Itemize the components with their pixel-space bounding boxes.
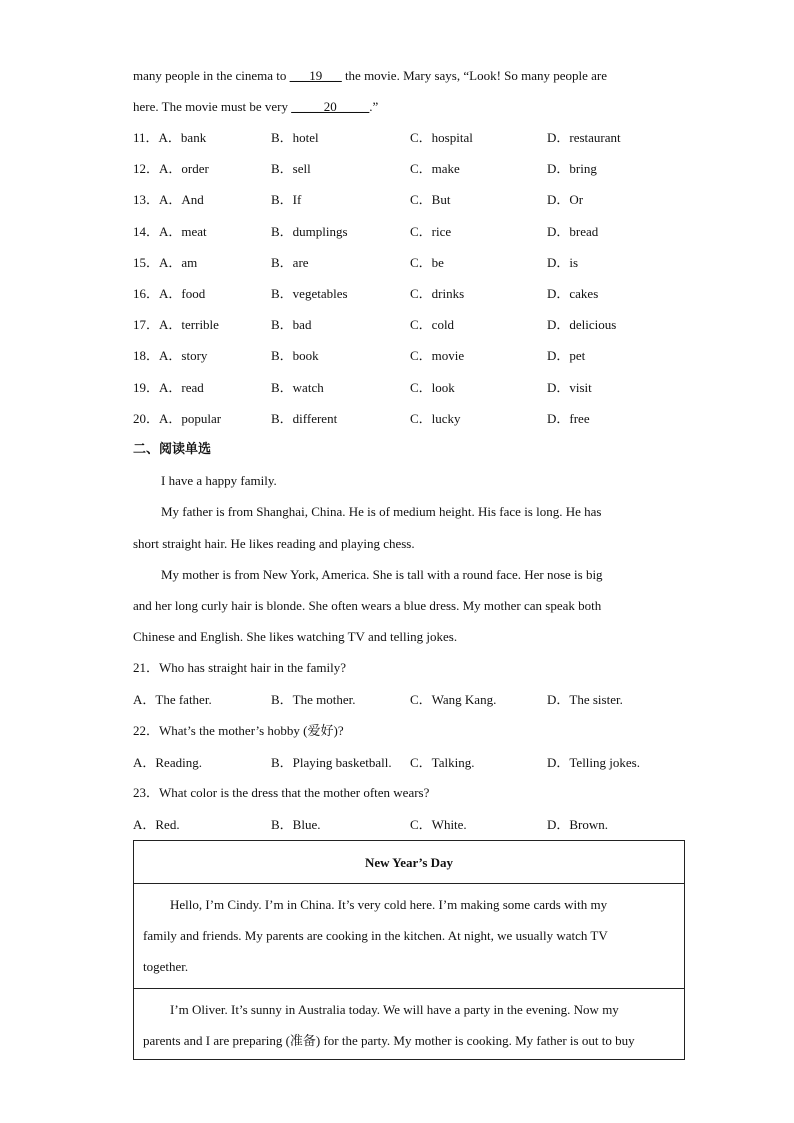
passage-line-2 <box>133 99 378 115</box>
answer-options-row <box>133 692 693 708</box>
option-a <box>133 192 204 208</box>
reading-paragraph-1: I have a happy family. <box>161 473 277 488</box>
option-d: D．Brown. <box>547 817 609 832</box>
option-b: B．The mother. <box>271 692 356 707</box>
option-a <box>133 380 204 396</box>
option-c: C．make <box>410 161 460 176</box>
blank-20: _____20_____ <box>291 99 370 114</box>
option-c: C．movie <box>410 348 465 363</box>
option-b: B．bad <box>271 317 312 332</box>
option-a <box>133 317 219 333</box>
cloze-question-row <box>133 130 693 146</box>
option-text: A．meat <box>159 224 207 239</box>
option-d: D．delicious <box>547 317 617 332</box>
blank-19: ___19___ <box>289 68 342 83</box>
option-b: B．If <box>271 192 302 207</box>
cindy-line-2: family and friends. My parents are cooking in the kitchen. At night, we usually watch TV <box>143 928 608 943</box>
new-years-day-table <box>133 840 685 1060</box>
option-b: B．different <box>271 411 338 426</box>
option-b: B．dumplings <box>271 224 348 239</box>
oliver-line-2: parents and I are preparing (准备) for the party. My mother is cooking. My father is out to buy <box>143 1033 635 1048</box>
option-a <box>133 255 197 271</box>
option-c: C．hospital <box>410 130 473 145</box>
question-stem: 22．What’s the mother’s hobby (爱好)? <box>133 723 344 738</box>
reading-paragraph-2-line-1: My father is from Shanghai, China. He is of medium height. His face is long. He has <box>161 504 602 519</box>
passage-text: many people in the cinema to <box>133 68 290 83</box>
option-c: C．be <box>410 255 444 270</box>
option-text: A．And <box>159 192 204 207</box>
cindy-line-3: together. <box>143 959 189 974</box>
option-c: C．cold <box>410 317 455 332</box>
option-c: C．drinks <box>410 286 465 301</box>
option-b: B．book <box>271 348 319 363</box>
option-d: D．The sister. <box>547 692 623 707</box>
reading-paragraph-2-line-2: short straight hair. He likes reading and playing chess. <box>133 536 415 551</box>
reading-paragraph-3-line-2: and her long curly hair is blonde. She often wears a blue dress. My mother can speak both <box>133 598 602 613</box>
option-d: D．cakes <box>547 286 599 301</box>
option-d: D．Telling jokes. <box>547 755 640 770</box>
option-b: B．watch <box>271 380 324 395</box>
option-b: B．hotel <box>271 130 319 145</box>
option-b: B．are <box>271 255 309 270</box>
option-c: C．Wang Kang. <box>410 692 497 707</box>
question-number: 17． <box>133 317 160 332</box>
option-a: A．Reading. <box>133 755 202 770</box>
question-stem: 23．What color is the dress that the mother often wears? <box>133 785 430 800</box>
question-number: 20． <box>133 411 160 426</box>
option-b: B．Playing basketball. <box>271 755 392 770</box>
question-number: 19． <box>133 380 160 395</box>
table-row-cindy <box>134 884 684 989</box>
option-a <box>133 411 221 427</box>
option-text: A．am <box>159 255 198 270</box>
option-c: C．Talking. <box>410 755 475 770</box>
option-b: B．vegetables <box>271 286 348 301</box>
option-d: D．Or <box>547 192 584 207</box>
option-d: D．visit <box>547 380 592 395</box>
option-text: A．bank <box>158 130 207 145</box>
option-b: B．Blue. <box>271 817 321 832</box>
cloze-question-row <box>133 411 693 427</box>
option-text: A．read <box>159 380 204 395</box>
question-number: 18． <box>133 348 160 363</box>
option-d: D．restaurant <box>547 130 621 145</box>
option-a: A．Red. <box>133 817 180 832</box>
option-d: D．pet <box>547 348 586 363</box>
cloze-question-row <box>133 192 693 208</box>
cloze-question-row <box>133 317 693 333</box>
cloze-question-row <box>133 380 693 396</box>
option-a <box>133 286 205 302</box>
option-c: C．rice <box>410 224 452 239</box>
option-text: A．order <box>159 161 209 176</box>
option-d: D．bread <box>547 224 599 239</box>
option-b: B．sell <box>271 161 311 176</box>
option-text: A．terrible <box>159 317 219 332</box>
option-a <box>133 348 207 364</box>
option-text: A．popular <box>159 411 222 426</box>
passage-text: .” <box>369 99 379 114</box>
cloze-question-row <box>133 255 693 271</box>
option-c: C．White. <box>410 817 467 832</box>
question-stem: 21．Who has straight hair in the family? <box>133 660 347 675</box>
cindy-line-1: Hello, I’m Cindy. I’m in China. It’s very cold here. I’m making some cards with my <box>170 897 608 912</box>
question-number: 15． <box>133 255 160 270</box>
passage-text: here. The movie must be very <box>133 99 292 114</box>
table-title: New Year’s Day <box>134 841 684 884</box>
option-a <box>133 130 206 146</box>
option-a: A．The father. <box>133 692 212 707</box>
passage-line-1 <box>133 68 607 84</box>
cloze-question-row <box>133 161 693 177</box>
table-row-oliver <box>134 989 684 1061</box>
option-d: D．free <box>547 411 590 426</box>
answer-options-row <box>133 817 693 833</box>
question-number: 13． <box>133 192 160 207</box>
cloze-question-row <box>133 224 693 240</box>
option-c: C．lucky <box>410 411 461 426</box>
cloze-question-row <box>133 286 693 302</box>
oliver-line-1: I’m Oliver. It’s sunny in Australia today. We will have a party in the evening. Now my <box>170 1002 619 1017</box>
option-d: D．is <box>547 255 579 270</box>
option-a <box>133 161 209 177</box>
option-text: A．food <box>159 286 206 301</box>
reading-paragraph-3-line-3: Chinese and English. She likes watching TV and telling jokes. <box>133 629 458 644</box>
option-c: C．look <box>410 380 455 395</box>
section-title: 二、阅读单选 <box>133 442 212 457</box>
option-c: C．But <box>410 192 451 207</box>
option-text: A．story <box>159 348 208 363</box>
option-d: D．bring <box>547 161 597 176</box>
reading-paragraph-3-line-1: My mother is from New York, America. She is tall with a round face. Her nose is big <box>161 567 603 582</box>
answer-options-row <box>133 755 693 771</box>
question-number: 11． <box>133 130 159 145</box>
question-number: 14． <box>133 224 160 239</box>
cloze-question-row <box>133 348 693 364</box>
passage-text: the movie. Mary says, “Look! So many people are <box>341 68 608 83</box>
question-number: 12． <box>133 161 160 176</box>
question-number: 16． <box>133 286 160 301</box>
option-a <box>133 224 207 240</box>
